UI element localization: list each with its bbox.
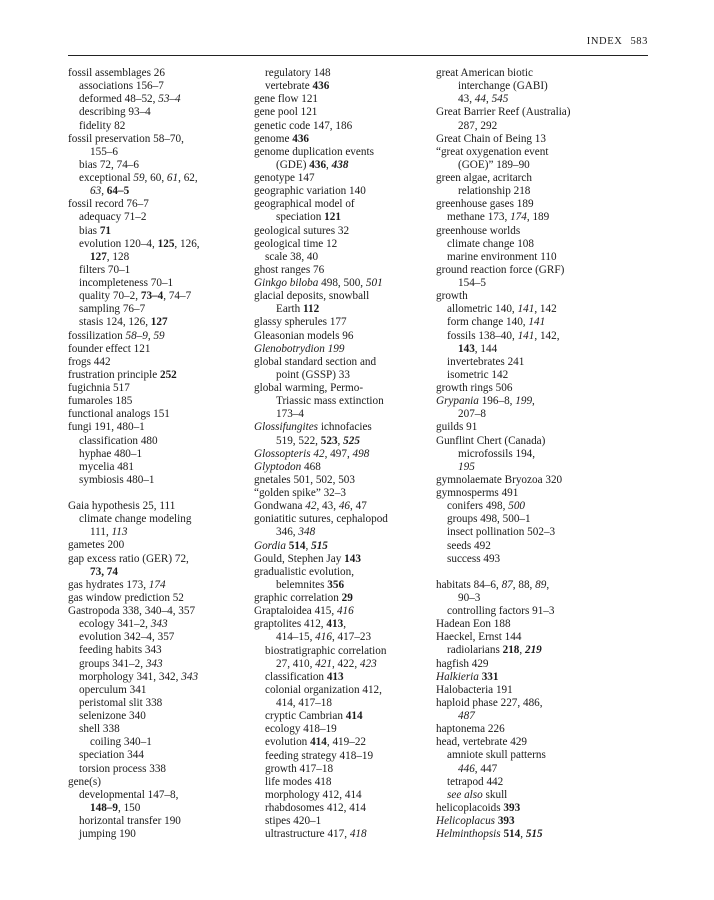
index-entry: hagfish 429 [436,657,489,670]
index-entry: geographical model of [254,198,355,211]
index-subentry: Earth 112 [276,303,320,316]
index-subentry: 43, 44, 545 [458,93,509,106]
running-title: INDEX [586,36,623,47]
index-entry: “golden spike” 32–3 [254,487,346,499]
index-subentry: climate change 108 [447,237,534,250]
index-entry: gnetales 501, 502, 503 [254,473,355,486]
index-subentry: cryptic Cambrian 414 [265,710,363,723]
index-subentry: fidelity 82 [79,119,126,132]
index-subentry: evolution 414, 419–22 [265,736,366,749]
index-subentry: insect pollination 502–3 [447,526,556,539]
index-subentry: 287, 292 [458,119,498,132]
index-subentry: speciation 344 [79,749,144,762]
index-entry: Great Chain of Being 13 [436,132,546,145]
index-section-gap [68,487,246,500]
index-entry: gene flow 121 [254,93,319,106]
index-entry: head, vertebrate 429 [436,736,528,749]
index-subentry: 173–4 [276,408,304,421]
index-subentry: peristomal slit 338 [79,696,163,709]
index-entry: geological sutures 32 [254,224,350,237]
index-entry: Glossopteris 42, 497, 498 [254,447,370,460]
index-subentry: 143, 144 [458,342,498,355]
index-subentry: isometric 142 [447,368,509,381]
index-subentry: 63, 64–5 [90,185,130,198]
index-entry: Haeckel, Ernst 144 [436,631,522,644]
index-entry: Halkieria 331 [436,670,499,683]
index-entry: haptonema 226 [436,723,505,736]
index-subentry: shell 338 [79,723,120,736]
index-entry: geographic variation 140 [254,185,366,198]
index-entry: graphic correlation 29 [254,592,353,604]
index-subentry: 27, 410, 421, 422, 423 [276,657,377,670]
index-entry: genotype 147 [254,172,315,184]
index-subentry: (GOE)” 189–90 [458,158,530,171]
index-subentry: 127, 128 [90,250,130,263]
index-entry: ghost ranges 76 [254,263,325,276]
index-subentry: evolution 120–4, 125, 126, [79,237,200,250]
index-entry: Gleasonian models 96 [254,329,354,342]
index-subentry: ecology 341–2, 343 [79,618,168,631]
index-subentry: 111, 113 [90,526,128,539]
index-subentry: feeding strategy 418–19 [265,749,374,762]
index-entry: Hadean Eon 188 [436,618,511,631]
index-subentry: scale 38, 40 [265,250,319,263]
index-entry: greenhouse gases 189 [436,198,534,211]
index-subentry: form change 140, 141 [447,316,546,329]
index-subentry: 73, 74 [90,565,118,578]
index-subentry: 154–5 [458,277,486,289]
index-subentry: conifers 498, 500 [447,500,525,513]
index-subentry: 446, 447 [458,762,498,775]
index-entry: frogs 442 [68,355,111,368]
index-entry: global standard section and [254,355,377,368]
index-subentry: 148–9, 150 [90,801,141,814]
index-entry: fossil record 76–7 [68,198,149,211]
index-entry: Halobacteria 191 [436,683,513,696]
index-subentry: incompleteness 70–1 [79,277,174,289]
index-subentry: speciation 121 [276,211,341,224]
index-entry: greenhouse worlds [436,224,521,237]
index-subentry: morphology 341, 342, 343 [79,670,199,683]
index-entry: goniatitic sutures, cephalopod [254,513,388,526]
index-entry: gas window prediction 52 [68,591,184,604]
index-subentry: point (GSSP) 33 [276,368,350,381]
index-entry: frustration principle 252 [68,368,177,381]
index-entry: gametes 200 [68,539,125,552]
index-entry: fossilization 58–9, 59 [68,329,165,342]
index-subentry: 519, 522, 523, 525 [276,434,360,447]
index-subentry: Triassic mass extinction [276,395,384,408]
index-entry: fossil assemblages 26 [68,67,165,79]
index-subentry: 414–15, 416, 417–23 [276,631,372,644]
index-entry: geological time 12 [254,237,338,250]
index-entry: Gould, Stephen Jay 143 [254,552,361,565]
index-entry: gas hydrates 173, 174 [68,578,166,591]
index-entry: gymnolaemate Bryozoa 320 [436,473,563,486]
index-subentry: bias 72, 74–6 [79,158,139,171]
index-entry: functional analogs 151 [68,408,170,421]
index-entry: habitats 84–6, 87, 88, 89, [436,578,550,591]
index-subentry: success 493 [447,552,501,565]
index-subentry: belemnites 356 [276,578,345,591]
index-subentry: 487 [458,710,475,723]
index-entry: growth [436,290,468,303]
index-entry: Ginkgo biloba 498, 500, 501 [254,277,383,289]
index-subentry: microfossils 194, [458,447,536,460]
index-entry: gap excess ratio (GER) 72, [68,552,189,565]
index-subentry: colonial organization 412, [265,683,382,696]
index-entry: great American biotic [436,67,533,79]
index-subentry: allometric 140, 141, 142 [447,303,557,316]
index-subentry: radiolarians 218, 219 [447,644,542,657]
index-entry: genetic code 147, 186 [254,119,353,132]
index-entry: fungi 191, 480–1 [68,421,145,434]
index-entry: gradualistic evolution, [254,565,355,578]
index-subentry: invertebrates 241 [447,355,525,368]
index-subentry: 90–3 [458,591,481,604]
index-column-3 [436,67,648,841]
index-entry: Grypania 196–8, 199, [436,395,535,408]
index-subentry: selenizone 340 [79,710,146,723]
index-entry: gene pool 121 [254,106,318,119]
index-entry: guilds 91 [436,421,478,434]
index-entry: Graptaloidea 415, 416 [254,605,354,618]
index-entry: Glyptodon 468 [254,460,321,473]
index-subentry: groups 498, 500–1 [447,513,531,526]
index-subentry: regulatory 148 [265,67,331,79]
index-subentry: torsion process 338 [79,762,167,775]
index-subentry: ultrastructure 417, 418 [265,828,367,841]
index-entry: Gondwana 42, 43, 46, 47 [254,500,367,513]
index-subentry: controlling factors 91–3 [447,605,555,618]
index-subentry: amniote skull patterns [447,749,546,762]
index-subentry: morphology 412, 414 [265,788,362,801]
index-subentry: deformed 48–52, 53–4 [79,93,181,106]
index-subentry: groups 341–2, 343 [79,657,163,670]
index-entry: genome 436 [254,132,309,145]
index-entry: glassy spherules 177 [254,316,347,329]
index-subentry: marine environment 110 [447,250,557,263]
index-entry: Gordia 514, 515 [254,539,328,552]
index-subentry: filters 70–1 [79,263,131,276]
index-entry: gene(s) [68,775,101,788]
index-subentry: coiling 340–1 [90,736,152,749]
index-subentry: 207–8 [458,408,486,421]
index-subentry: classification 413 [265,670,344,683]
index-subentry: see also skull [447,788,508,801]
header-rule [68,55,648,56]
index-entry: Gaia hypothesis 25, 111 [68,500,176,513]
index-subentry: stasis 124, 126, 127 [79,316,168,329]
index-column-1 [68,67,246,841]
index-subentry: jumping 190 [79,828,136,841]
index-entry: Great Barrier Reef (Australia) [436,106,571,119]
index-subentry: vertebrate 436 [265,80,330,93]
index-subentry: climate change modeling [79,513,192,526]
index-subentry: 195 [458,460,475,473]
index-subentry: growth 417–18 [265,762,334,775]
index-entry: gymnosperms 491 [436,487,519,499]
index-section-gap [436,566,648,579]
index-subentry: evolution 342–4, 357 [79,631,175,644]
index-subentry: tetrapod 442 [447,775,504,788]
index-entry: Gastropoda 338, 340–4, 357 [68,605,196,618]
index-entry: Gunflint Chert (Canada) [436,434,546,447]
index-subentry: associations 156–7 [79,80,164,93]
index-subentry: sampling 76–7 [79,303,146,316]
index-subentry: stipes 420–1 [265,815,322,828]
index-subentry: symbiosis 480–1 [79,473,155,486]
index-subentry: life modes 418 [265,775,332,788]
index-subentry: feeding habits 343 [79,644,162,657]
index-entry: founder effect 121 [68,342,151,355]
index-subentry: exceptional 59, 60, 61, 62, [79,172,198,184]
index-subentry: describing 93–4 [79,106,151,119]
index-subentry: biostratigraphic correlation [265,644,387,657]
page-number: 583 [630,36,648,47]
index-subentry: classification 480 [79,434,158,447]
index-subentry: relationship 218 [458,185,531,198]
index-subentry: seeds 492 [447,539,491,552]
index-entry: “great oxygenation event [436,145,549,158]
index-entry: graptolites 412, 413, [254,618,346,631]
index-subentry: 414, 417–18 [276,697,332,709]
index-subentry: fossils 138–40, 141, 142, [447,329,560,342]
index-subentry: quality 70–2, 73–4, 74–7 [79,290,192,303]
index-entry: glacial deposits, snowball [254,290,370,303]
index-subentry: (GDE) 436, 438 [276,158,349,171]
index-entry: fugichnia 517 [68,382,130,394]
index-entry: green algae, acritarch [436,172,532,184]
index-subentry: 155–6 [90,145,118,158]
index-subentry: ecology 418–19 [265,723,337,736]
running-header [68,30,648,50]
index-subentry: rhabdosomes 412, 414 [265,802,366,814]
index-column-2 [254,67,430,841]
index-subentry: bias 71 [79,224,112,237]
running-head [579,36,648,47]
index-subentry: interchange (GABI) [458,80,548,93]
index-subentry: hyphae 480–1 [79,447,143,460]
index-subentry: methane 173, 174, 189 [447,211,550,224]
index-subentry: horizontal transfer 190 [79,815,181,828]
index-subentry: adequacy 71–2 [79,211,147,224]
index-subentry: mycelia 481 [79,460,134,473]
index-entry: genome duplication events [254,145,374,158]
index-subentry: 346, 348 [276,526,316,539]
index-entry: haploid phase 227, 486, [436,696,543,709]
index-entry: helicoplacoids 393 [436,801,521,814]
index-entry: Helminthopsis 514, 515 [436,828,543,841]
index-entry: Glossifungites ichnofacies [254,421,372,434]
index-entry: global warming, Permo- [254,382,364,394]
index-entry: Glenobotrydion 199 [254,342,345,355]
index-subentry: developmental 147–8, [79,788,179,801]
index-entry: growth rings 506 [436,382,513,394]
index-entry: ground reaction force (GRF) [436,263,565,276]
index-entry: Helicoplacus 393 [436,815,515,828]
index-entry: fossil preservation 58–70, [68,132,184,145]
index-entry: fumaroles 185 [68,395,133,408]
index-subentry: operculum 341 [79,683,147,696]
